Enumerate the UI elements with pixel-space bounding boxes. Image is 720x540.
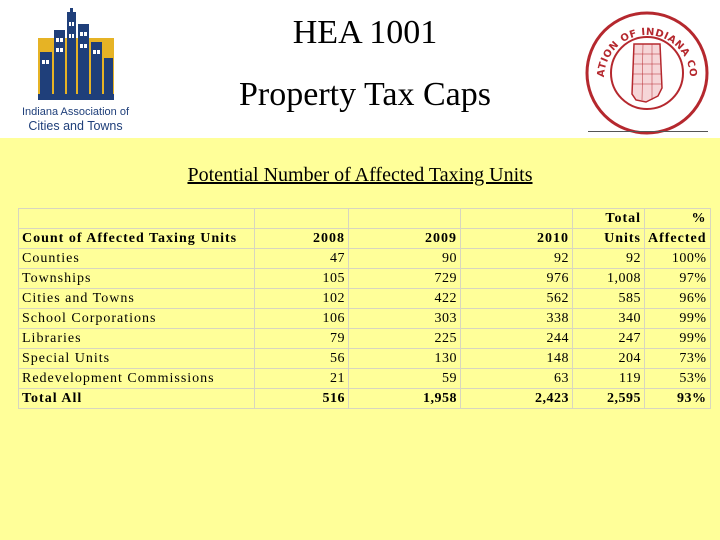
table-cell: Counties	[19, 249, 255, 269]
header-cell	[349, 209, 461, 229]
table-row	[19, 289, 711, 309]
table-header-row	[19, 229, 711, 249]
total-cell: 2,595	[573, 389, 645, 409]
table-cell: 247	[573, 329, 645, 349]
table-row	[19, 249, 711, 269]
table-cell: 53%	[645, 369, 711, 389]
table-cell: 976	[461, 269, 573, 289]
table-row	[19, 269, 711, 289]
aic-seal	[584, 10, 710, 136]
header-cell: Affected	[645, 229, 711, 249]
table-row	[19, 369, 711, 389]
city-skyline-icon	[8, 8, 143, 104]
table-total-row	[19, 389, 711, 409]
header-cell: Total	[573, 209, 645, 229]
header-cell: Units	[573, 229, 645, 249]
table-cell: 92	[573, 249, 645, 269]
header-cell: 2010	[461, 229, 573, 249]
table-cell: 562	[461, 289, 573, 309]
header-cell	[19, 209, 255, 229]
table-header-row-top	[19, 209, 711, 229]
iact-logo-line1: Indiana Association of	[21, 106, 130, 118]
table-cell: 63	[461, 369, 573, 389]
table-cell: 148	[461, 349, 573, 369]
seal-ring-text: ATION OF INDIANA CO	[595, 26, 699, 78]
table-cell: 99%	[645, 329, 711, 349]
table-cell: 119	[573, 369, 645, 389]
table-cell: School Corporations	[19, 309, 255, 329]
table-cell: Special Units	[19, 349, 255, 369]
table-cell: Libraries	[19, 329, 255, 349]
table-cell: 130	[349, 349, 461, 369]
total-cell: 2,423	[461, 389, 573, 409]
total-cell: 93%	[645, 389, 711, 409]
table-cell: 729	[349, 269, 461, 289]
indiana-map-icon	[584, 10, 710, 136]
table-subtitle: Potential Number of Affected Taxing Units	[187, 164, 533, 186]
table-cell: 102	[255, 289, 349, 309]
table-cell: 21	[255, 369, 349, 389]
table-cell: 100%	[645, 249, 711, 269]
table-row	[19, 349, 711, 369]
page-title-line1: HEA 1001	[292, 14, 438, 51]
header-cell	[255, 209, 349, 229]
table-cell: 338	[461, 309, 573, 329]
header-cell: %	[645, 209, 711, 229]
table-cell: 96%	[645, 289, 711, 309]
seal-underline	[588, 131, 708, 132]
table-cell: 105	[255, 269, 349, 289]
table-cell: 79	[255, 329, 349, 349]
table-cell: 340	[573, 309, 645, 329]
table-cell: 99%	[645, 309, 711, 329]
table-cell: 204	[573, 349, 645, 369]
iact-logo-line2: Cities and Towns	[28, 119, 123, 133]
table-cell: 244	[461, 329, 573, 349]
table-cell: 73%	[645, 349, 711, 369]
table-cell: 47	[255, 249, 349, 269]
table-cell: 106	[255, 309, 349, 329]
table-cell: 97%	[645, 269, 711, 289]
table-cell: 59	[349, 369, 461, 389]
table-row	[19, 309, 711, 329]
affected-units-table	[18, 208, 711, 409]
header-cell: Count of Affected Taxing Units	[19, 229, 255, 249]
table-cell: Cities and Towns	[19, 289, 255, 309]
table-cell: Redevelopment Commissions	[19, 369, 255, 389]
header-cell: 2009	[349, 229, 461, 249]
table-cell: 90	[349, 249, 461, 269]
table-cell: 225	[349, 329, 461, 349]
table-cell: 422	[349, 289, 461, 309]
table-cell: 1,008	[573, 269, 645, 289]
header-cell: 2008	[255, 229, 349, 249]
header-cell	[461, 209, 573, 229]
table-cell: 56	[255, 349, 349, 369]
page-title-line2: Property Tax Caps	[239, 76, 491, 113]
total-cell: 1,958	[349, 389, 461, 409]
iact-logo	[8, 8, 143, 133]
table-cell: 585	[573, 289, 645, 309]
table-cell: 92	[461, 249, 573, 269]
table-row	[19, 329, 711, 349]
table-cell: 303	[349, 309, 461, 329]
total-cell: 516	[255, 389, 349, 409]
total-cell: Total All	[19, 389, 255, 409]
table-cell: Townships	[19, 269, 255, 289]
